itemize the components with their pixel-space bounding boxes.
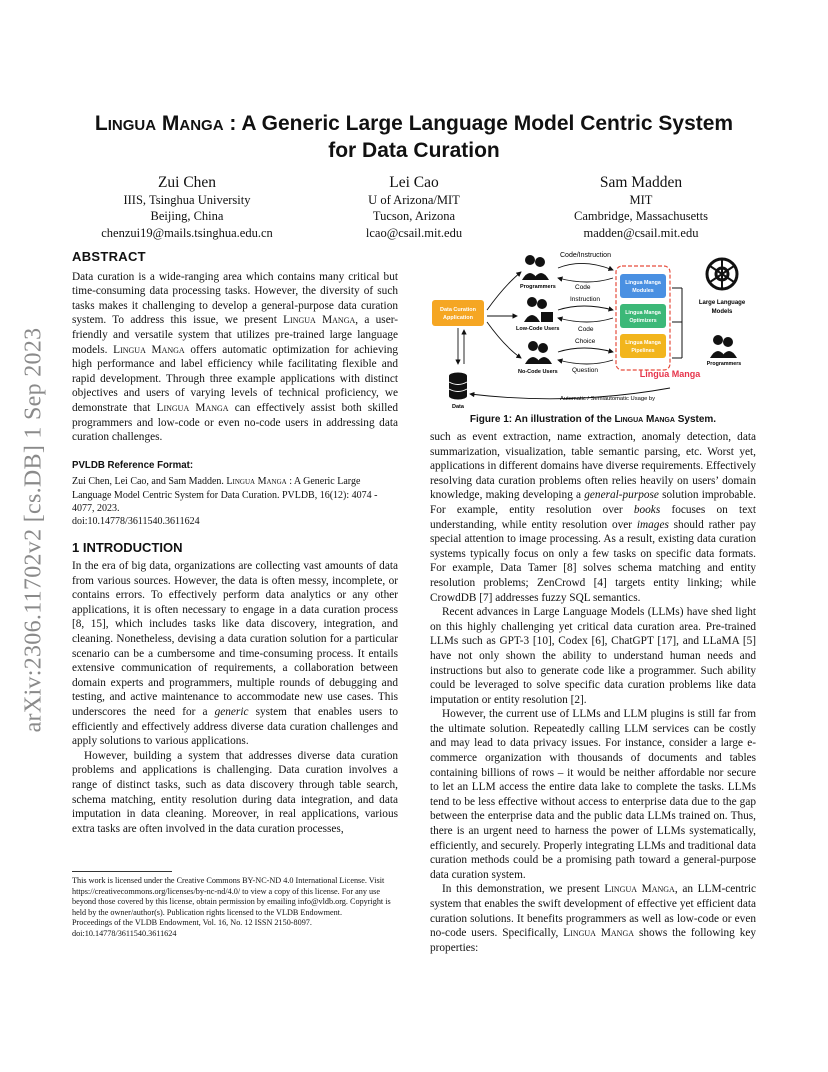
author-affiliation: U of Arizona/MIT (368, 193, 460, 207)
body-emphasis: images (636, 518, 669, 531)
label-llm-1: Large Language (698, 300, 746, 306)
label-app-1: Data Curation (439, 307, 477, 313)
abstract-text: Data curation is a wide-ranging area which contains many critical but time-consuming data processing tasks. However, the diversity of such tasks makes it challenging to develop a general-purpose data curation system. To address this issue, we present (72, 270, 398, 327)
abstract-text: offers automatic optimization for achieving high performance and label efficiency while facilitating flexible and rapid development. Through three example applications with distinct objectives and users of varying levels of technical proficiency, we demonstrate that (72, 343, 399, 414)
label-optimizers-1: Lingua Manga (625, 310, 661, 316)
label-llm-2: Models (711, 309, 733, 315)
author-email: lcao@csail.mit.edu (365, 225, 463, 240)
label-code: Code (575, 284, 591, 291)
intro-text: system that enables users to efficiently and effectively address diverse data curation challenges and apply solutions to various applications. (72, 706, 399, 748)
system-name: Lingua Manga (156, 401, 229, 414)
body-text: , an LLM-centric system that enables the swift development of effective yet efficient data curation solutions. It benefits programmers as well as low-code or even no-code users. Specifically, (430, 883, 756, 940)
programmers-icon (522, 255, 549, 280)
label-modules-1: Lingua Manga (625, 280, 661, 286)
pvldb-reference (72, 475, 398, 528)
body-text: shows the following key properties: (430, 927, 757, 954)
author-affiliation: MIT (629, 193, 653, 207)
right-paragraph-1 (430, 430, 756, 605)
system-name: Lingua Manga (563, 927, 635, 940)
footnote-doi: doi:10.14778/3611540.3611624 (72, 928, 177, 938)
author-location: Tucson, Arizona (372, 209, 456, 224)
system-name: Lingua Manga (283, 314, 356, 327)
body-text: should rather pay special attention to image processing. As a result, existing data curation systems typically focus on only a few tasks on specific data formats. For example, Data Tamer [8] solves schema matching and entity resolution problems; ZenCrowd [4] targets entity linking; while CrowdDB [7] addresses fuzzy SQL semantics. (430, 518, 757, 604)
body-text: solution improbable. For example, entity resolution over (430, 489, 757, 516)
body-emphasis: general-purpose (584, 489, 659, 502)
figure-caption (430, 414, 756, 425)
label-data: Data (452, 404, 464, 410)
abstract-body (72, 270, 398, 445)
proceedings-text: Proceedings of the VLDB Endowment, Vol. 16, No. 12 ISSN 2150-8097. (72, 918, 312, 928)
label-choice: Choice (575, 338, 596, 345)
label-programmers: Programmers (520, 284, 556, 290)
label-question: Question (572, 367, 599, 374)
abstract-text: can effectively assist both skilled programmers and low-code or even no-code users in addressing data curation challenges. (72, 401, 399, 444)
architecture-diagram (430, 248, 756, 412)
body-emphasis: books (633, 503, 661, 516)
caption-text: System. (677, 414, 717, 425)
label-programmers-right: Programmers (706, 361, 742, 367)
system-name: Lingua Manga (614, 414, 675, 425)
body-text: In this demonstration, we present (442, 883, 600, 896)
author-location: Cambridge, Massachusetts (573, 209, 708, 224)
pipelines-box (620, 334, 666, 358)
no-code-users-icon (525, 341, 552, 364)
footnote-rule (72, 871, 172, 872)
label-modules-2: Modules (632, 288, 654, 294)
label-low-code-users: Low-Code Users (516, 326, 560, 332)
label-instruction: Instruction (570, 296, 600, 303)
caption-text: Figure 1: An illustration of the (469, 414, 612, 425)
label-pipelines-1: Lingua Manga (625, 340, 661, 346)
openai-logo-icon (707, 259, 737, 289)
title-system-name: Lingua Manga (94, 112, 224, 135)
abstract-heading: ABSTRACT (72, 249, 146, 264)
label-automatic-usage: Automatic / Semiautomatic Usage by (560, 396, 656, 402)
right-column (430, 430, 756, 955)
label-pipelines-2: Pipelines (631, 348, 655, 354)
system-name: Lingua Manga (226, 476, 287, 488)
pvldb-doi-link[interactable]: doi:10.14778/3611540.3611624 (72, 516, 200, 528)
body-text: focuses on text understanding, while entity resolution over (430, 503, 756, 531)
intro-text: In the era of big data, organizations are collecting vast amounts of data from various sources. However, the data is often messy, incomplete, or contains errors. To effectively perform data analytics or any other applications, it is often necessary to engage in a data curation process [8, 15], which includes tasks like data discovery, integration, and cleaning. Nonetheless, devising a data curation solution for a particular scenario can be a cumbersome and time-consuming process. It entails extensive communication of requirements, a collaboration between domain experts and programmers, multiple rounds of debugging and testing, and active maintenance to accommodate new use cases. This underscores the need for a (72, 560, 398, 719)
author-name: Sam Madden (599, 174, 683, 191)
left-column (72, 250, 398, 836)
figure-1 (430, 248, 756, 412)
body-text: such as event extraction, name extraction, anomaly detection, data summarization, visualization, table semantic parsing, etc. Worst yet, applications in different domains have diverse requirements. Effectively resolving data curation problems often relies heavily on users’ domain knowledge, making developing a (430, 431, 756, 502)
author-2 (299, 173, 529, 241)
title-line1: : A Generic Large Language Model Centric System (223, 112, 734, 135)
right-paragraph-2: Recent advances in Large Language Models (LLMs) have shed light on this highly challenging yet critical data curation area. Pre-trained LLMs such as GPT-3 [10], Codex [6], ChatGPT [17], and LLaMA [5] have not only shown the ability to understand human needs and instructions but also to generate code like a programmer. Such ability could be leveraged to solve specific data curation problems like data imputation or entity resolution [2]. (430, 606, 756, 706)
introduction-heading: 1 INTRODUCTION (72, 539, 183, 555)
author-3 (526, 173, 756, 241)
author-name: Lei Cao (389, 174, 439, 191)
label-optimizers-2: Optimizers (629, 318, 657, 324)
pvldb-heading: PVLDB Reference Format: (72, 459, 194, 471)
author-1 (72, 173, 302, 241)
license-text: This work is licensed under the Creative Commons BY-NC-ND 4.0 International License. Visit https://creativecommons.org/licenses/by-nc-nd/4.0/ to view a copy of this license. For any use beyond those covered by this license, obtain permission by emailing info@vldb.org. Copyright is held by the owner/author(s). Publication rights licensed to the VLDB Endowment. (72, 876, 391, 917)
data-curation-app-box (432, 300, 484, 326)
database-icon (449, 373, 467, 400)
label-no-code-users: No-Code Users (518, 369, 558, 375)
optimizers-box (620, 304, 666, 328)
author-email: madden@csail.mit.edu (583, 225, 699, 240)
label-code-instruction: Code/Instruction (560, 252, 611, 259)
intro-paragraph-2: However, building a system that addresses diverse data curation problems and applications is challenging. Data curation involves a range of distinct tasks, such as data discovery through table search, schema matching, entity resolution during data integration, and data imputation in data cleaning. Moreover, in real applications, various extra tasks are often involved in the data curation processes, (72, 749, 398, 835)
abstract-text: , a user-friendly and versatile system that utilizes pre-trained large language models. (72, 314, 399, 356)
pvldb-authors: Zui Chen, Lei Cao, and Sam Madden. (72, 476, 224, 488)
author-block (72, 173, 756, 243)
author-email: chenzui19@mails.tsinghua.edu.cn (101, 225, 273, 240)
arxiv-sidebar (20, 300, 48, 760)
label-code-2: Code (578, 326, 594, 333)
right-paragraph-3: However, the current use of LLMs and LLM plugins is still far from the ultimate solution. Repeatedly calling LLM services can be costly and may lead to data privacy issues. For instance, consider a large e-commerce organization with thousands of documents and tables containing billions of rows – it would be neither affordable nor secure to let an LLM access the entire data lake to complete the tasks. LLMs tend to be less effective without access to enterprise data due to the gap between the enterprise data and the public data LLMs trained on. Thus, there is an urgent need to harness the power of LLMs systematically, efficiently, and securely. Properly integrating LLMs and traditional data curation methods could be a promising path toward a general-purpose data curation system. (430, 708, 756, 881)
author-name: Zui Chen (157, 174, 217, 191)
intro-emphasis: generic (214, 706, 249, 719)
arxiv-identifier: arXiv:2306.11702v2 [cs.DB] 1 Sep 2023 (20, 327, 47, 733)
modules-box (620, 274, 666, 298)
license-footnote (72, 871, 398, 940)
label-lingua-manga: Lingua Manga (639, 369, 701, 379)
author-affiliation: IIIS, Tsinghua University (123, 193, 251, 207)
author-location: Beijing, China (150, 209, 224, 224)
system-name: Lingua Manga (604, 883, 675, 896)
title-line2: for Data Curation (328, 139, 500, 162)
intro-paragraph-1 (72, 559, 398, 749)
system-name: Lingua Manga (113, 343, 185, 356)
pvldb-citation: : A Generic Large Language Model Centric System for Data Curation. PVLDB, 16(12): 4074 - 4077, 2023. (72, 476, 378, 514)
right-paragraph-4 (430, 882, 756, 955)
low-code-users-icon (524, 297, 553, 322)
paper-title (72, 110, 756, 164)
programmers-right-icon (710, 335, 737, 358)
label-app-2: Application (443, 315, 473, 321)
